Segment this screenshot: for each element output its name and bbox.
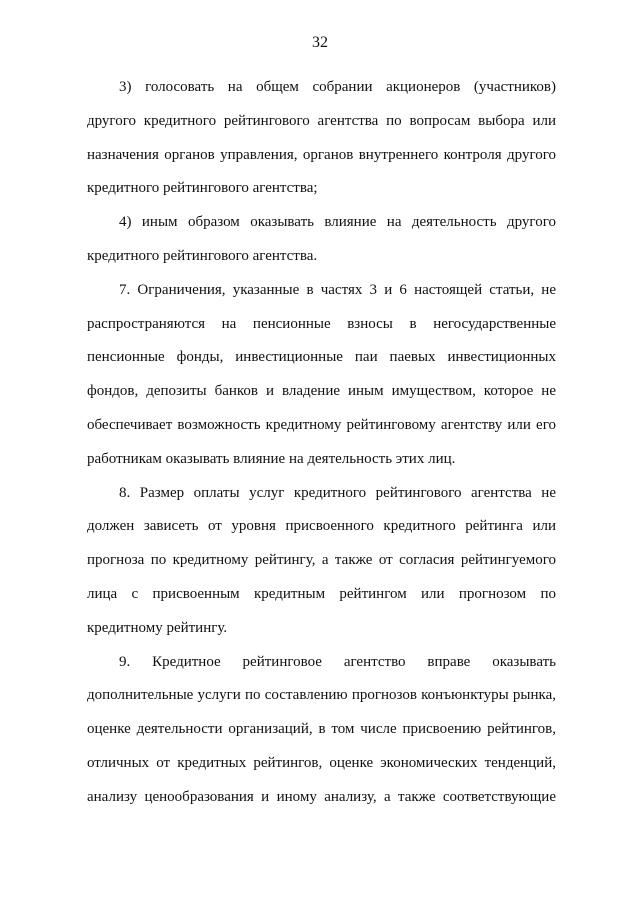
text-line: кредитного рейтингового агентства. (87, 247, 318, 264)
paragraph-part-8 (87, 477, 556, 646)
text-line: 7. Ограничения, указанные в частях 3 и 6 настоящей статьи, не (119, 281, 556, 298)
paragraph-part-7 (87, 274, 556, 477)
text-line: кредитному рейтингу. (87, 619, 228, 636)
text-line: прогноза по кредитному рейтингу, а также от согласия рейтингуемого (87, 552, 556, 569)
text-line: другого кредитного рейтингового агентства по вопросам выбора или (87, 112, 556, 129)
text-line: оценке деятельности организаций, в том числе присвоению рейтингов, (87, 721, 556, 738)
text-line: кредитного рейтингового агентства; (87, 180, 318, 197)
text-line: 3) голосовать на общем собрании акционеров (участников) (119, 79, 556, 95)
text-line: лица с присвоенным кредитным рейтингом или прогнозом по (87, 585, 556, 602)
text-line: дополнительные услуги по составлению прогнозов конъюнктуры рынка, (87, 687, 556, 704)
paragraph-part-9 (87, 646, 556, 815)
text-line: анализу ценообразования и иному анализу, а также соответствующие (87, 788, 556, 805)
text-line: отличных от кредитных рейтингов, оценке экономических тенденций, (87, 754, 556, 771)
text-line: должен зависеть от уровня присвоенного кредитного рейтинга или (87, 518, 556, 535)
text-line: фондов, депозиты банков и владение иным имуществом, которое не (87, 383, 556, 400)
text-line: обеспечивает возможность кредитному рейтинговому агентству или его (87, 416, 556, 433)
text-line: 9. Кредитное рейтинговое агентство вправе оказывать (119, 653, 556, 670)
text-line: работникам оказывать влияние на деятельность этих лиц. (87, 450, 456, 467)
text-line: 4) иным образом оказывать влияние на деятельность другого (119, 214, 556, 231)
page-number: 32 (312, 34, 328, 51)
text-line: назначения органов управления, органов внутреннего контроля другого (87, 146, 556, 163)
paragraph-item-3 (87, 71, 556, 206)
text-line: распространяются на пенсионные взносы в негосударственные (87, 315, 556, 332)
text-line: 8. Размер оплаты услуг кредитного рейтингового агентства не (119, 484, 556, 501)
document-body (87, 71, 556, 815)
paragraph-item-4 (87, 206, 556, 274)
text-line: пенсионные фонды, инвестиционные паи паевых инвестиционных (87, 349, 556, 366)
